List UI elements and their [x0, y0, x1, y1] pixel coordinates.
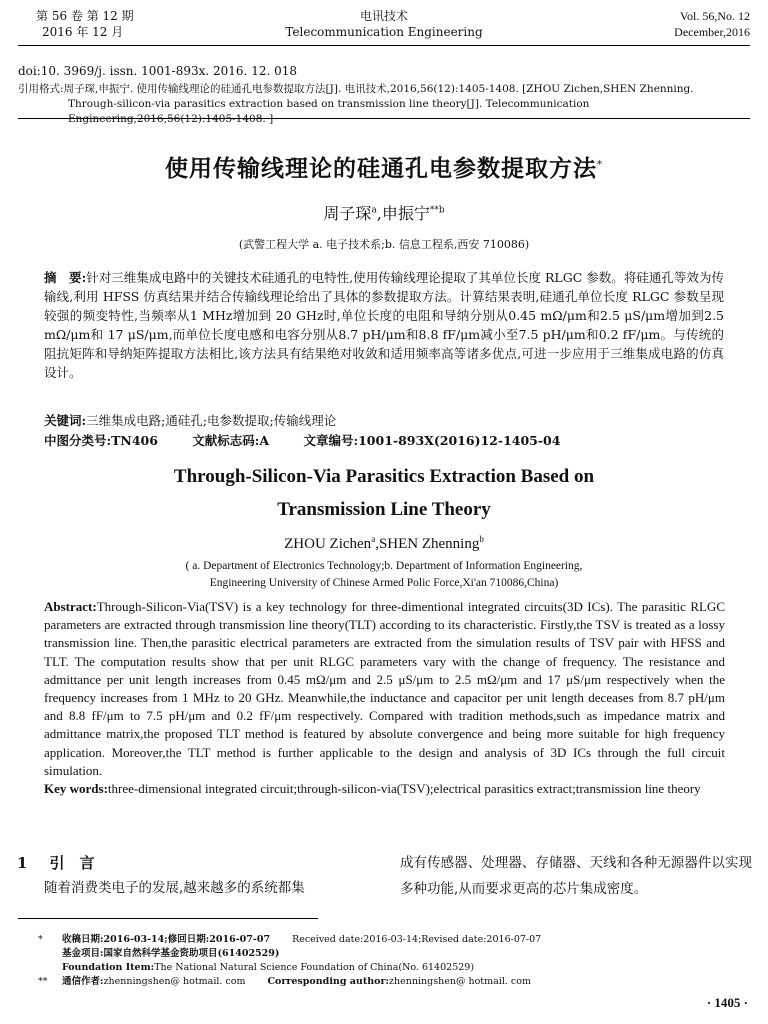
footnote-corresponding: [38, 975, 738, 989]
document-code: 文献标志码:A: [192, 433, 270, 448]
doi: doi:10. 3969/j. issn. 1001-893x. 2016. 12. 018: [18, 64, 297, 78]
footnote-mark-2: **: [38, 976, 48, 987]
abstract-en-label: Abstract:: [44, 599, 97, 614]
keywords-en-label: Key words:: [44, 781, 108, 797]
author-cn-2: 申振宁: [381, 204, 430, 223]
fund-en-label: Foundation Item:: [62, 962, 155, 973]
author-sep-cn: ,: [376, 204, 382, 223]
paper-title-cn: [0, 150, 768, 183]
keywords-en-text: three-dimensional integrated circuit;through-silicon-via(TSV);electrical parasitics extract;transmission line theory: [107, 781, 701, 797]
author-en-1-sup: a: [371, 534, 376, 544]
fund-cn: 基金项目:国家自然科学基金资助项目(61402529): [62, 948, 280, 959]
affiliation-en-line-2: Engineering University of Chinese Armed Polic Force,Xi'an 710086,China): [209, 577, 559, 589]
author-cn-2-sup: **b: [429, 205, 445, 216]
footnotes: [38, 933, 738, 989]
clc-number: 中图分类号:TN406: [44, 433, 158, 448]
author-en-2: SHEN Zhenning: [378, 536, 480, 552]
title-footnote-mark: *: [597, 159, 603, 171]
author-cn-1: 周子琛: [323, 204, 372, 223]
paper-title-en: [0, 460, 768, 526]
article-number: 文章编号:1001-893X(2016)12-1405-04: [303, 433, 561, 448]
footnote-fund-cn: [38, 947, 738, 961]
footnote-rule: [18, 918, 318, 919]
journal-name-cn: 电讯技术: [359, 9, 408, 23]
fund-en: The National Natural Science Foundation of China(No. 61402529): [154, 962, 475, 973]
abstract-en-text: Through-Silicon-Via(TSV) is a key technology for three-dimentional integrated circuits(3D ICs). The parasitic RLGC parameters are extracted through transmission line theory(TLT) according to its characteristic. Firstly,the TSV is treated as a lossy transmission line. Then,the parasitic electrical parameters are extracted from the simulation results of TSV pair with HFSS and TLT. The computation results show that per unit RLGC parameters vary with the change of frequency. The resistance and admittance per unit length increases from 0.45 mΩ/μm and 2.5 μS/μm to 2.5 mΩ/μm and 17 μS/μm respectively when the frequency increases from 1 MHz to 20 GHz. Meanwhile,the inductance and capacitor per unit length deceases from 8.7 pH/μm and 8.8 fF/μm to 7.5 pH/μm and 0.2 fF/μm respectively. Compared with tradition methods,such as impedance matrix and admittance matrix,the proposed TLT method is featured by absolute convergence and being more suitable for high frequency application. Moreover,the TLT method is further applicable to the design and analysis of 3D ICs through the full circuit simulation.: [44, 599, 725, 778]
journal-name: [0, 8, 768, 40]
corr-en-email: zhenningshen@ hotmail. com: [389, 976, 531, 987]
footnote-mark-1: *: [38, 934, 43, 945]
footnote-fund-en: [38, 961, 738, 975]
issue-date-cn: 2016 年 12 月: [42, 25, 124, 39]
authors-en: [0, 534, 768, 553]
author-en-2-sup: b: [479, 534, 484, 544]
header-rule: [18, 45, 750, 46]
received-date-en: Received date:2016-03-14;Revised date:2016-07-07: [292, 934, 542, 945]
journal-issue-en: [674, 8, 750, 40]
corr-cn-label: 通信作者:: [62, 976, 104, 987]
section-1-left-column: 随着消费类电子的发展,越来越多的系统都集: [44, 880, 305, 896]
abstract-en: [44, 598, 725, 798]
corr-cn-email: zhenningshen@ hotmail. com: [103, 976, 246, 987]
authors-cn: [0, 201, 768, 224]
issue-date-en: December,2016: [674, 25, 750, 39]
journal-name-en: Telecommunication Engineering: [285, 25, 483, 39]
cite-line-1: 引用格式:周子琛,申振宁. 使用传输线理论的硅通孔电参数提取方法[J]. 电讯技术,2016,56(12):1405-1408. [ZHOU Zichen,SHEN Zhenning.: [18, 83, 694, 95]
author-sep-en: ,: [375, 536, 379, 552]
issue-volume-en: Vol. 56,No. 12: [679, 9, 750, 23]
keywords-cn-label: 关键词:: [44, 413, 87, 428]
cite-line-2: Through-silicon-via parasitics extraction based on transmission line theory[J]. Telecommunication Engineering,2016,56(12):1405-1408. ]: [68, 98, 590, 125]
section-1-right-column: 成有传感器、处理器、存储器、天线和各种无源器件以实现多种功能,从而要求更高的芯片集成密度。: [400, 855, 752, 897]
footnote-received: [38, 933, 738, 947]
abstract-cn-text: 针对三维集成电路中的关键技术硅通孔的电特性,使用传输线理论提取了其单位长度 RLGC 参数。将硅通孔等效为传输线,利用 HFSS 仿真结果并结合传输线理论给出了具体的参数提取方法。计算结果表明,硅通孔单位长度 RLGC 参数呈现较强的频变特性,当频率从1 MHz增加到 20 GHz时,单位长度的电阻和导纳分别从0.45 mΩ/μm和2.5 μS/μm增加到2.5 mΩ/μm和 17 μS/μm,而单位长度电感和电容分别从8.7 pH/μm和8.8 fF/μm减小至7.5 pH/μm和0.2 fF/μm。与传统的阻抗矩阵和导纳矩阵提取方法相比,该方法具有结果绝对收敛和适用频率高等诸多优点,可进一步应用于三维集成电路的仿真设计。: [44, 270, 724, 380]
keywords-cn: [44, 411, 724, 430]
section-1-heading: [17, 852, 116, 873]
affiliation-cn: (武警工程大学 a. 电子技术系;b. 信息工程系,西安 710086): [238, 238, 530, 251]
keywords-cn-text: 三维集成电路;通硅孔;电参数提取;传输线理论: [86, 413, 337, 428]
meta-rule: [18, 118, 750, 119]
title-cn-text: 使用传输线理论的硅通孔电参数提取方法: [165, 155, 597, 182]
corr-en-label: Corresponding author:: [267, 976, 389, 987]
section-1-number: 1: [17, 854, 28, 872]
page-number: · 1405 ·: [706, 995, 748, 1010]
classification-cn: [44, 431, 590, 449]
received-date-cn: 收稿日期:2016-03-14;修回日期:2016-07-07: [62, 934, 271, 945]
affiliation-en-line-1: ( a. Department of Electronics Technology;b. Department of Information Engineering,: [185, 560, 583, 572]
abstract-cn-label: 摘 要:: [44, 270, 87, 285]
issue-volume-cn: 第 56 卷 第 12 期: [36, 9, 134, 23]
author-cn-1-sup: a: [371, 205, 377, 216]
affiliation-en: [0, 558, 768, 592]
section-1-title: 引 言: [49, 854, 95, 872]
abstract-cn: [44, 268, 724, 382]
title-en-line-1: Through-Silicon-Via Parasitics Extraction Based on: [173, 466, 595, 487]
author-en-1: ZHOU Zichen: [284, 536, 372, 552]
title-en-line-2: Transmission Line Theory: [277, 499, 491, 520]
